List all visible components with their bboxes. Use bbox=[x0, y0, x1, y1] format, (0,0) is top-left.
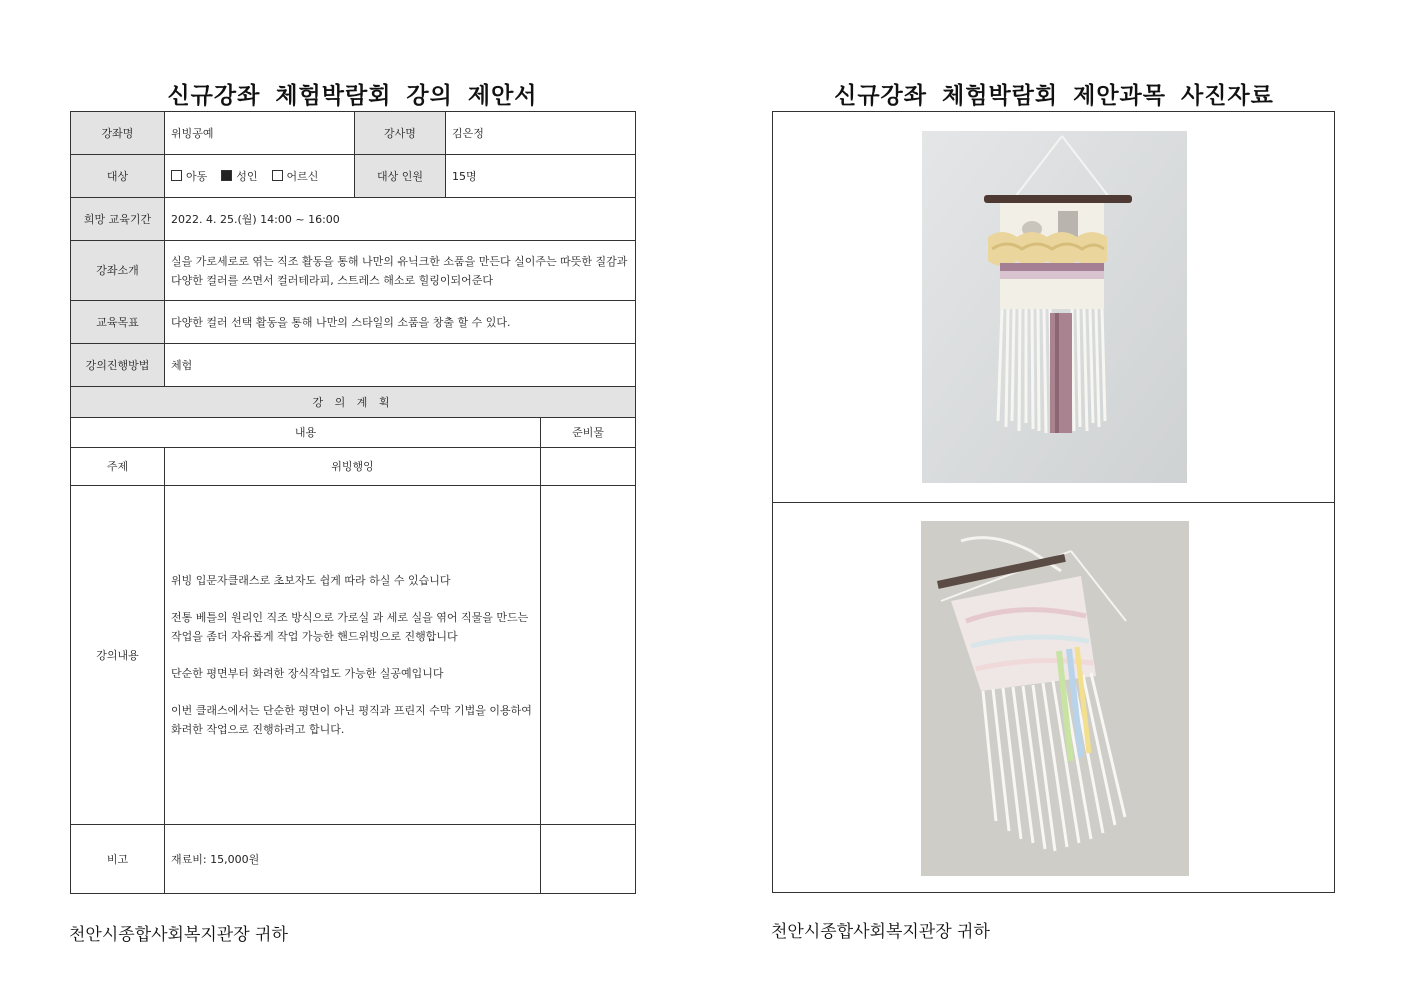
capacity-value: 15명 bbox=[446, 155, 636, 198]
instructor-value: 김은정 bbox=[446, 112, 636, 155]
lecture-paragraph: 전통 베틀의 원리인 직조 방식으로 가로실 과 세로 실을 엮어 직물을 만드는 작업을 좀더 자유롭게 작업 가능한 핸드위빙으로 진행합니다 bbox=[171, 611, 529, 643]
note-label: 비고 bbox=[71, 825, 165, 894]
plan-section-header: 강 의 계 획 bbox=[71, 387, 636, 418]
materials-column-header: 준비물 bbox=[541, 418, 636, 448]
lecture-materials-cell bbox=[541, 486, 636, 825]
photo-divider bbox=[773, 502, 1334, 503]
note-value: 재료비: 15,000원 bbox=[165, 825, 541, 894]
checkbox-checked-icon bbox=[221, 170, 232, 181]
lecture-content-value bbox=[165, 486, 541, 825]
note-materials-cell bbox=[541, 825, 636, 894]
instructor-label: 강사명 bbox=[355, 112, 446, 155]
target-options bbox=[165, 155, 355, 198]
right-footer-recipient: 천안시종합사회복지관장 귀하 bbox=[771, 922, 990, 942]
topic-label: 주제 bbox=[71, 448, 165, 486]
target-option-child: 아동 bbox=[171, 170, 207, 183]
method-label: 강의진행방법 bbox=[71, 344, 165, 387]
lecture-paragraph: 위빙 입문자클래스로 초보자도 쉽게 따라 하실 수 있습니다 bbox=[171, 574, 451, 587]
topic-value: 위빙행잉 bbox=[165, 448, 541, 486]
goal-label: 교육목표 bbox=[71, 301, 165, 344]
period-value: 2022. 4. 25.(월) 14:00 ~ 16:00 bbox=[165, 198, 636, 241]
capacity-label: 대상 인원 bbox=[355, 155, 446, 198]
content-column-header: 내용 bbox=[71, 418, 541, 448]
course-name-label: 강좌명 bbox=[71, 112, 165, 155]
intro-label: 강좌소개 bbox=[71, 241, 165, 301]
left-footer-recipient: 천안시종합사회복지관장 귀하 bbox=[69, 925, 288, 945]
method-value: 체험 bbox=[165, 344, 636, 387]
goal-value: 다양한 컬러 선택 활동을 통해 나만의 스타일의 소품을 창출 할 수 있다. bbox=[165, 301, 636, 344]
checkbox-unchecked-icon bbox=[272, 170, 283, 181]
course-name-value: 위빙공예 bbox=[165, 112, 355, 155]
lecture-content-label: 강의내용 bbox=[71, 486, 165, 825]
photo-page-title: 신규강좌 체험박람회 제안과목 사진자료 bbox=[834, 83, 1274, 109]
checkbox-unchecked-icon bbox=[171, 170, 182, 181]
lecture-paragraph: 단순한 평면부터 화려한 장식작업도 가능한 실공예입니다 bbox=[171, 667, 444, 680]
period-label: 희망 교육기간 bbox=[71, 198, 165, 241]
intro-value: 실을 가로세로로 엮는 직조 활동을 통해 나만의 유닉크한 소품을 만든다 실이주는 따뜻한 질감과 다양한 컬러를 쓰면서 컬러테라피, 스트레스 해소로 힐링이되어준다 bbox=[165, 241, 636, 301]
lecture-paragraph: 이번 클래스에서는 단순한 평면이 아닌 평직과 프린지 수막 기법을 이용하여 화려한 작업으로 진행하려고 합니다. bbox=[171, 704, 532, 736]
target-option-senior: 어르신 bbox=[272, 170, 319, 183]
proposal-title: 신규강좌 체험박람회 강의 제안서 bbox=[167, 83, 538, 109]
proposal-form-table bbox=[70, 111, 636, 894]
target-option-adult: 성인 bbox=[221, 170, 257, 183]
topic-materials-cell bbox=[541, 448, 636, 486]
target-label: 대상 bbox=[71, 155, 165, 198]
weaving-photo-2 bbox=[921, 521, 1189, 876]
photo-frame bbox=[772, 111, 1335, 893]
weaving-photo-1 bbox=[922, 131, 1187, 483]
